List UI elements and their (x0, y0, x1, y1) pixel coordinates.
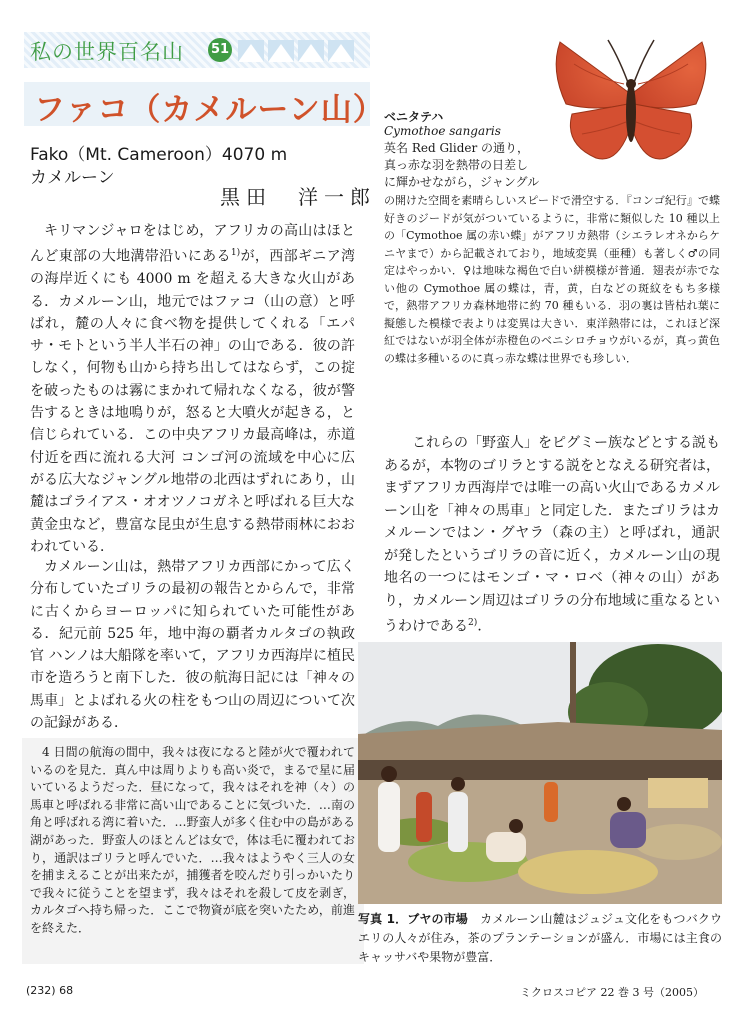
butterfly-photo (546, 34, 714, 170)
voyage-log-quote: 4 日間の航海の間中，我々は夜になると陸が火で覆われているのを見た．真ん中は周りよりも高い炎で，まるで星に届いているようだった．昼になって，我々はそれを神（々）の馬車と呼ばれる非常に高い山であることに気づいた．…南の角と呼ばれる湾に着いた．…野蛮人が多く住む中の島がある湖があった．野蛮人のほとんどは女で，体は毛に覆われており，通訳はゴリラと呼んでいた．…我々はようやく三人の女を捕まえることが出来たが，捕獲者を咬んだり引っかいたりで我々に従うことを望まず，我々はそれを殺して皮を剥ぎ，カルタゴへ持ち帰った．ここで物資が底を突いたため，前進を終えた． (30, 745, 355, 935)
butterfly-intro-line: 真っ赤な羽を熱帯の日差し (384, 158, 529, 172)
butterfly-description: の開けた空間を素晴らしいスピードで滑空する．『コンゴ紀行』で蝶好きのジードが気がついているように，非常に類似した 10 種以上の「Cymothoe 属の赤い蝶」がアフリカ熱帯（シエラレオネからケニヤまで）から記載されており，地域変異（亜種）も著しく♂の同定はやっかい．♀は地味な褐色で白い絣模様が普通．翅表が赤でない他の Cymothoe 属の蝶は，青，黄，白などの斑紋をもち多様で，熱帯アフリカ森林地帯に約 70 種もいる．羽の裏は皆枯れ葉に擬態した模様で表よりは変異は大きい．東洋熱帯には，これほど深紅ではないが羽全体が赤橙色のベニシロチョウがいるが，真っ黄色の蝶は多種いるのに真っ赤な蝶は世界でも珍しい． (384, 194, 720, 365)
mountain-icon (268, 40, 294, 62)
article-title: ファコ（カメルーン山） (34, 92, 385, 128)
butterfly-intro-line: に輝かせながら，ジャングル (384, 175, 540, 189)
series-number-badge: 51 (208, 38, 232, 62)
journal-citation: ミクロスコピア 22 巻 3 号（2005） (520, 986, 704, 999)
photo-caption-text: カメルーン山麓はジュジュ文化をもつバクウエリの人々が住み，茶のプランテーションが盛ん．市場には主食のキャッサバや果物が豊富． (358, 912, 722, 964)
mountain-icon (328, 40, 354, 62)
page-number: (232) 68 (26, 984, 74, 997)
series-title: 私の世界百名山 (30, 40, 184, 64)
butterfly-scientific-name: Cymothoe sangaris (384, 124, 501, 138)
mountain-name-english: Fako（Mt. Cameroon）4070 m (30, 145, 288, 165)
mountain-icon (238, 40, 264, 62)
photo-caption (358, 910, 722, 967)
photo-caption-label: 写真 1．ブヤの市場 (358, 912, 468, 926)
mountain-icon (298, 40, 324, 62)
butterfly-name-ja: ベニタテハ (384, 110, 444, 124)
author-name: 黒田 洋一郎 (220, 185, 376, 209)
body-paragraph-3: これらの「野蛮人」をピグミー族などとする説もあるが，本物のゴリラとする説をとなえる研究者は，まずアフリカ西海岸では唯一の高い火山であるカメルーン山を「神々の馬車」と同定した．またゴリラはカメルーンではン・グヤラ（森の主）と呼ばれ，通訳が発したというゴリラの音に近く，カメルーン山の現地名の一つにはモンゴ・マ・ロベ（神々の山）があり，カメルーン周辺はゴリラの分布地域に重なるというわけである$^{2)}$． (384, 435, 720, 635)
body-paragraph-2: カメルーン山は，熱帯アフリカ西部にかって広く分布していたゴリラの最初の報告とからんで，非常に古くからヨーロッパに知られていた可能性がある．紀元前 525 年，地中海の覇者カルタゴの執政官 ハンノは大船隊を率いて，アフリカ西海岸に植民市を造ろうと南下した．彼の航海日記には「神々の馬車」とよばれる火の柱をもつ山の周辺について次の記録がある． (30, 559, 355, 732)
reference-mark: 1) (230, 248, 241, 259)
butterfly-intro-line: 英名 Red Glider の通り， (384, 141, 530, 155)
body-paragraph-1: キリマンジャロをはじめ，アフリカの高山はほとんど東部の大地溝帯沿いにある$^{1)}$が，西部ギニア湾の海岸近くにも 4000 m を超える大きな火山がある．カメルーン山，地元ではファコ（山の意）と呼ばれ，麓の人々に食べ物を提供してくれる「エパサ・モトという半人半石の神」の山である．彼の許しなく，何物も山から持ち出してはならず，この掟を破ったものは霧にまかれて帰れなくなる，彼が警告するときは地鳴りが，怒ると大噴火が起きる，と信じられている．この中央アフリカ最高峰は，赤道付近を西に流れる大河 コンゴ河の流域を中心に広がる広大なジャングル地帯の北西はずれにあり，山麓はゴライアス・オオツノコガネと呼ばれる巨大な黄金虫など，豊富な昆虫が生息する熱帯雨林におおわれている． (30, 223, 356, 555)
reference-mark: 2) (468, 618, 478, 628)
market-photo (358, 642, 722, 904)
mountain-country: カメルーン (30, 168, 115, 188)
